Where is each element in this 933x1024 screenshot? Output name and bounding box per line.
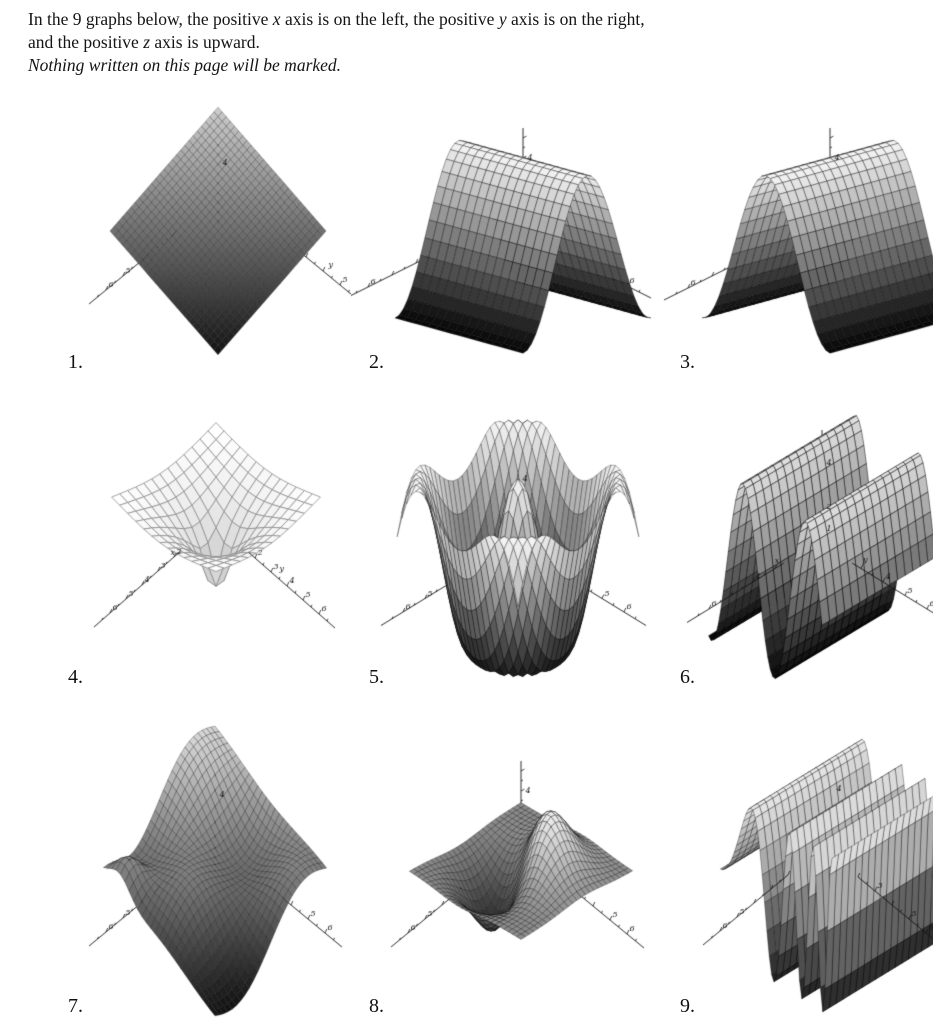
surface-plot-9 bbox=[662, 721, 933, 1024]
plot-number-label: 1. bbox=[68, 351, 83, 373]
plot-number-label: 6. bbox=[680, 666, 695, 688]
plot-number-label: 4. bbox=[68, 666, 83, 688]
surface-plot-8 bbox=[351, 721, 662, 1024]
instruction-line-1: In the 9 graphs below, the positive x axis is on the left, the positive y axis is on the right, bbox=[28, 9, 645, 29]
surface-plot-6 bbox=[662, 411, 933, 691]
surface-plot-3 bbox=[662, 106, 933, 378]
surface-plot-6-canvas bbox=[662, 411, 933, 691]
instruction-note: Nothing written on this page will be marked. bbox=[28, 55, 342, 75]
surface-plot-1-canvas bbox=[40, 106, 351, 378]
surface-plot-9-canvas bbox=[662, 721, 933, 1024]
surface-plot-4 bbox=[40, 411, 351, 691]
plot-number-label: 2. bbox=[369, 351, 384, 373]
plot-number-label: 3. bbox=[680, 351, 695, 373]
plot-number-label: 8. bbox=[369, 995, 384, 1017]
surface-plot-3-canvas bbox=[662, 106, 933, 378]
surface-plot-4-canvas bbox=[40, 411, 351, 691]
surface-plot-8-canvas bbox=[351, 721, 662, 1024]
surface-plot-5-canvas bbox=[351, 411, 662, 691]
var-x: x bbox=[272, 9, 281, 29]
var-z: z bbox=[143, 32, 150, 52]
surface-plot-2 bbox=[351, 106, 662, 378]
surface-plot-2-canvas bbox=[351, 106, 662, 378]
surface-plot-1 bbox=[40, 106, 351, 378]
var-y: y bbox=[498, 9, 507, 29]
plot-number-label: 9. bbox=[680, 995, 695, 1017]
surface-plot-7 bbox=[40, 721, 351, 1024]
plot-number-label: 7. bbox=[68, 995, 83, 1017]
surface-plot-5 bbox=[351, 411, 662, 691]
instruction-line-2: and the positive z axis is upward. bbox=[28, 32, 260, 52]
plot-number-label: 5. bbox=[369, 666, 384, 688]
instructions bbox=[28, 8, 925, 77]
surface-plot-7-canvas bbox=[40, 721, 351, 1024]
